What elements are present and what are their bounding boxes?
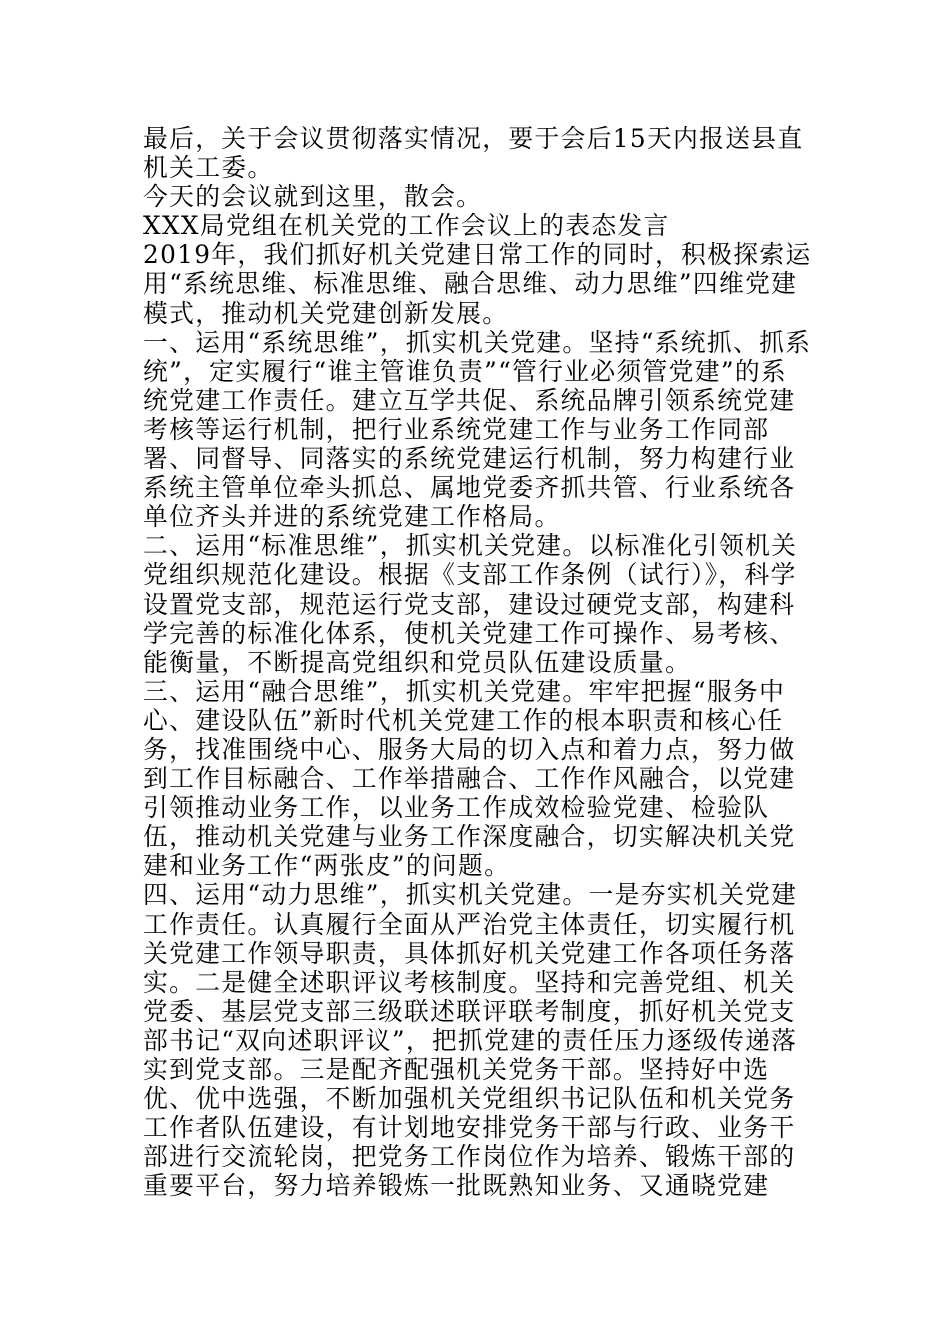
paragraph-section-4: 四、运用“动力思维”，抓实机关党建。一是夯实机关党建工作责任。认真履行全面从严治党主体责任，切实履行机关党建工作领导职责，具体抓好机关党建工作各项任务落实。二是健全述职评议考核制度。坚持和完善党组、机关党委、基层党支部三级联述联评联考制度，抓好机关党支部书记“双向述职评议”，把抓党建的责任压力逐级传递落实到党支部。三是配齐配强机关党务干部。坚持好中选优、优中选强，不断加强机关党组织书记队伍和机关党务工作者队伍建设，有计划地安排党务干部与行政、业务干部进行交流轮岗，把党务工作岗位作为培养、锻炼干部的重要平台，努力培养锻炼一批既熟知业务、又通晓党建 bbox=[143, 880, 798, 1201]
document-title: XXX局党组在机关党的工作会议上的表态发言 bbox=[143, 211, 670, 241]
paragraph-closing-report: 最后，关于会议贯彻落实情况，要于会后15天内报送县直机关工委。 bbox=[143, 124, 804, 183]
paragraph-section-1: 一、运用“系统思维”，抓实机关党建。坚持“系统抓、抓系统”，定实履行“谁主管谁负责”“管行业必须管党建”的系统党建工作责任。建立互学共促、系统品牌引领系统党建考核等运行机制，把行业系统党建工作与业务工作同部署、同督导、同落实的系统党建运行机制，努力构建行业系统主管单位牵头抓总、属地党委齐抓共管、行业系统各单位齐头并进的系统党建工作格局。 bbox=[143, 327, 812, 532]
paragraph-section-2: 二、运用“标准思维”，抓实机关党建。以标准化引领机关党组织规范化建设。根据《支部工作条例（试行）》，科学设置党支部，规范运行党支部，建设过硬党支部，构建科学完善的标准化体系，使机关党建工作可操作、易考核、能衡量，不断提高党组织和党员队伍建设质量。 bbox=[143, 531, 798, 677]
paragraph-section-3: 三、运用“融合思维”，抓实机关党建。牢牢把握“服务中心、建设队伍”新时代机关党建工作的根本职责和核心任务，找准围绕中心、服务大局的切入点和着力点，努力做到工作目标融合、工作举措融合、工作作风融合，以党建引领推动业务工作，以业务工作成效检验党建、检验队伍，推动机关党建与业务工作深度融合，切实解决机关党建和业务工作“两张皮”的问题。 bbox=[143, 676, 796, 881]
document-page bbox=[143, 124, 813, 1200]
paragraph-adjourn: 今天的会议就到这里，散会。 bbox=[143, 182, 483, 212]
paragraph-intro: 2019年，我们抓好机关党建日常工作的同时，积极探索运用“系统思维、标准思维、融合思维、动力思维”四维党建模式，推动机关党建创新发展。 bbox=[143, 240, 812, 328]
